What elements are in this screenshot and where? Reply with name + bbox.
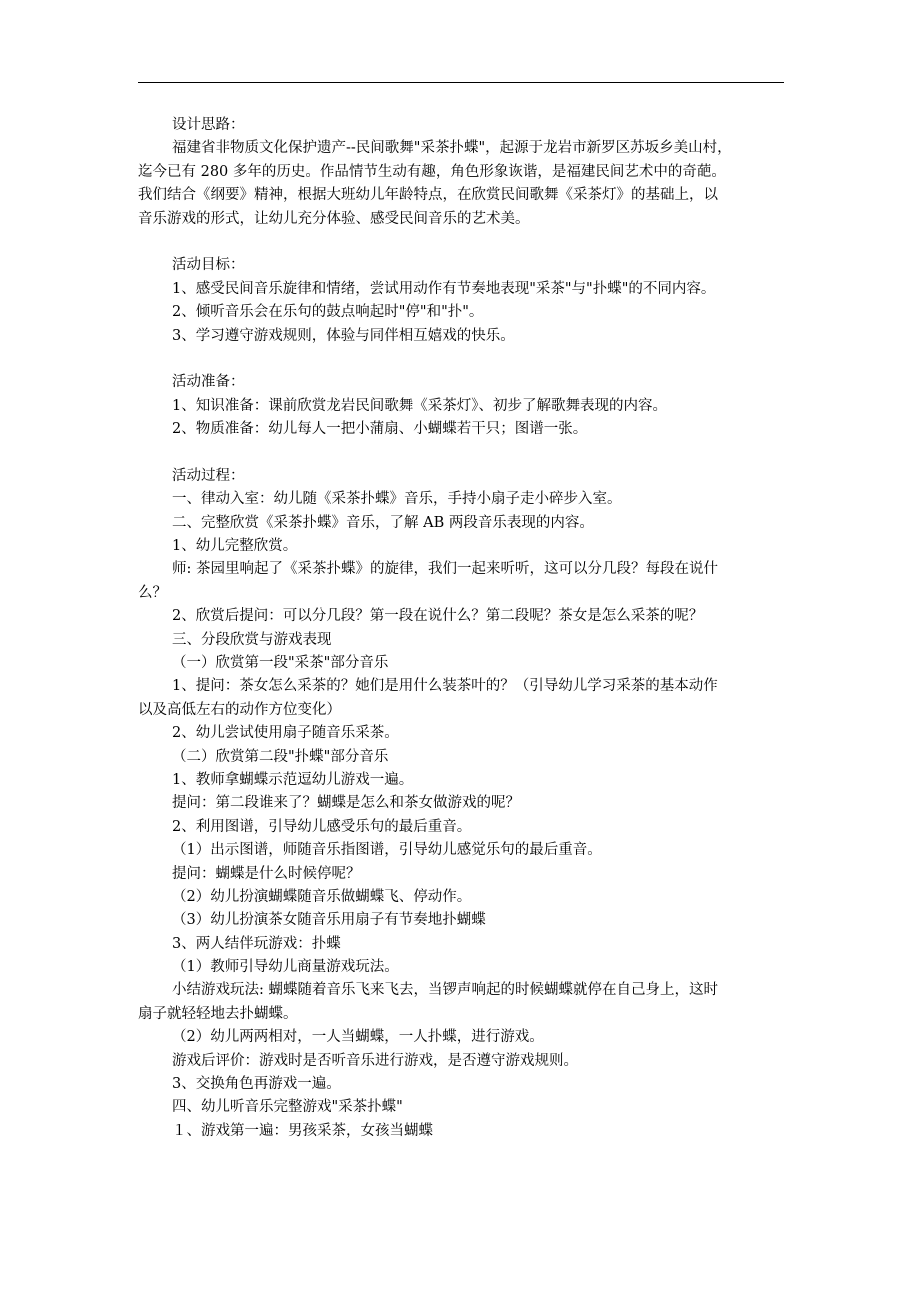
process-line: 1、幼儿完整欣赏。: [172, 538, 298, 555]
process-line: 二、完整欣赏《采茶扑蝶》音乐，了解 AB 两段音乐表现的内容。: [172, 514, 594, 531]
process-line: 游戏后评价：游戏时是否听音乐进行游戏，是否遵守游戏规则。: [172, 1052, 578, 1069]
process-line: 2、利用图谱，引导幼儿感受乐句的最后重音。: [172, 818, 472, 835]
process-line: （2）幼儿两两相对，一人当蝴蝶，一人扑蝶，进行游戏。: [172, 1029, 544, 1046]
process-line: （1）教师引导幼儿商量游戏玩法。: [172, 959, 399, 976]
document-body: [138, 114, 784, 1143]
section-goals: [138, 254, 784, 348]
header-rule: [138, 82, 784, 83]
process-line: １、游戏第一遍：男孩采茶，女孩当蝴蝶: [172, 1122, 433, 1139]
process-line: 2、欣赏后提问：可以分几段？第一段在说什么？第二段呢？茶女是怎么采茶的呢？: [172, 608, 704, 625]
section-design: [138, 114, 784, 231]
process-line: 师: 茶园里响起了《采茶扑蝶》的旋律，我们一起来听听，这可以分几段？每段在说什: [172, 561, 718, 578]
process-line: （二）欣赏第二段"扑蝶"部分音乐: [172, 748, 389, 765]
list-item: 1、知识准备：课前欣赏龙岩民间歌舞《采茶灯》、初步了解歌舞表现的内容。: [172, 397, 667, 414]
list-item: 2、物质准备：幼儿每人一把小蒲扇、小蝴蝶若干只；图谱一张。: [172, 421, 588, 438]
process-line: 3、两人结伴玩游戏：扑蝶: [172, 935, 341, 952]
process-line: 以及高低左右的动作方位变化）: [138, 701, 341, 718]
process-line: 三、分段欣赏与游戏表现: [172, 631, 332, 648]
process-line: 四、幼儿听音乐完整游戏"采茶扑蝶": [172, 1099, 403, 1116]
section-heading-goals: 活动目标：: [172, 257, 245, 274]
process-line: 2、幼儿尝试使用扇子随音乐采茶。: [172, 725, 399, 742]
process-line: 3、交换角色再游戏一遍。: [172, 1076, 341, 1093]
process-line: 一、律动入室：幼儿随《采茶扑蝶》音乐，手持小扇子走小碎步入室。: [172, 491, 622, 508]
process-line: 提问：蝴蝶是什么时候停呢？: [172, 865, 361, 882]
process-line: 扇子就轻轻地去扑蝴蝶。: [138, 1005, 298, 1022]
process-lines: [138, 488, 784, 1143]
process-line: （1）出示图谱，师随音乐指图谱，引导幼儿感觉乐句的最后重音。: [172, 842, 602, 859]
paragraph-line: 福建省非物质文化保护遗产--民间歌舞"采茶扑蝶"，起源于龙岩市新罗区苏坂乡美山村，: [172, 140, 732, 157]
process-line: （2）幼儿扮演蝴蝶随音乐做蝴蝶飞、停动作。: [172, 888, 472, 905]
paragraph-line: 音乐游戏的形式，让幼儿充分体验、感受民间音乐的艺术美。: [138, 210, 530, 227]
section-process: [138, 465, 784, 1143]
list-item: 3、学习遵守游戏规则，体验与同伴相互嬉戏的快乐。: [172, 327, 515, 344]
process-line: （3）幼儿扮演茶女随音乐用扇子有节奏地扑蝴蝶: [172, 912, 486, 929]
section-heading-process: 活动过程：: [172, 467, 245, 484]
process-line: 小结游戏玩法: 蝴蝶随着音乐飞来飞去，当锣声响起的时候蝴蝶就停在自己身上，这时: [172, 982, 718, 999]
process-line: 么？: [138, 584, 167, 601]
process-line: 1、教师拿蝴蝶示范逗幼儿游戏一遍。: [172, 771, 414, 788]
process-line: （一）欣赏第一段"采茶"部分音乐: [172, 654, 389, 671]
process-line: 提问：第二段谁来了？蝴蝶是怎么和茶女做游戏的呢？: [172, 795, 520, 812]
list-item: 1、感受民间音乐旋律和情绪，尝试用动作有节奏地表现"采茶"与"扑蝶"的不同内容。: [172, 280, 716, 297]
section-prep: [138, 371, 784, 441]
section-heading-design: 设计思路：: [172, 117, 245, 133]
paragraph-line: 迄今已有 280 多年的历史。作品情节生动有趣，角色形象诙谐，是福建民间艺术中的奇葩。: [138, 163, 726, 180]
blank-line: [138, 441, 784, 464]
paragraph-line: 我们结合《纲要》精神，根据大班幼儿年龄特点，在欣赏民间歌舞《采茶灯》的基础上，以: [138, 187, 718, 204]
section-heading-prep: 活动准备：: [172, 374, 245, 391]
blank-line: [138, 348, 784, 371]
blank-line: [138, 231, 784, 254]
list-item: 2、倾听音乐会在乐句的鼓点响起时"停"和"扑"。: [172, 304, 484, 321]
process-line: 1、提问：茶女怎么采茶的？她们是用什么装茶叶的？（引导幼儿学习采茶的基本动作: [172, 678, 718, 695]
